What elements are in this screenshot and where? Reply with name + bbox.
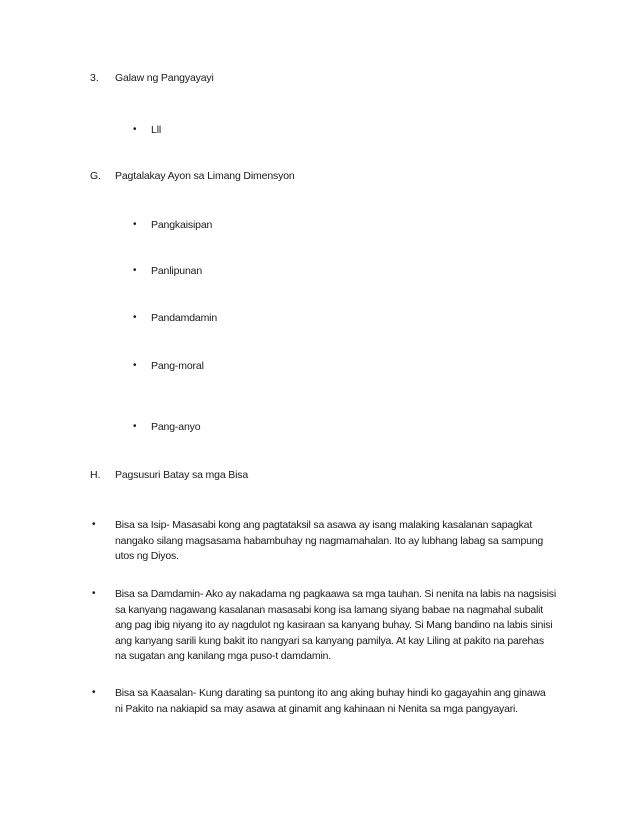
section-3-title: Galaw ng Pangyayayi bbox=[115, 72, 214, 84]
list-item: Lll bbox=[151, 124, 162, 136]
paragraph-line: Bisa sa Damdamin- Ako ay nakadama ng pagkaawa sa mga tauhan. Si nenita na labis na nagsisisi bbox=[115, 588, 556, 600]
paragraph-line: ang pag ibig niyang ito ay nagdulot ng kasiraan sa kanyang buhay. Si Mang bandino na labis sinisi bbox=[115, 619, 553, 632]
bullet-icon: • bbox=[133, 360, 137, 371]
list-item: Panlipunan bbox=[151, 265, 203, 277]
list-item: Pang-moral bbox=[151, 360, 204, 372]
bullet-icon: • bbox=[133, 312, 137, 323]
section-3-marker: 3. bbox=[90, 72, 99, 84]
bullet-icon: • bbox=[92, 519, 96, 530]
bullet-icon: • bbox=[133, 265, 137, 276]
bullet-icon: • bbox=[92, 588, 96, 599]
bisa-sa-damdamin-paragraph bbox=[115, 587, 575, 665]
list-item: Pang-anyo bbox=[151, 421, 201, 433]
section-h-title: Pagsusuri Batay sa mga Bisa bbox=[115, 469, 249, 481]
section-g-title: Pagtalakay Ayon sa Limang Dimensyon bbox=[115, 170, 295, 182]
bullet-icon: • bbox=[133, 124, 137, 135]
bisa-sa-isip-paragraph bbox=[115, 518, 575, 565]
section-g-marker: G. bbox=[90, 170, 102, 182]
paragraph-line: sa kanyang nagawang kasalanan masasabi kong isa lamang siyang babae na nagmahal subalit bbox=[115, 603, 543, 616]
paragraph-line: Bisa sa Isip- Masasabi kong ang pagtataksil sa asawa ay isang malaking kasalanan sapagkat bbox=[115, 519, 533, 531]
bullet-icon: • bbox=[133, 421, 137, 432]
paragraph-line: ang kanyang sarili kung bakit ito nangyari sa kanyang pamilya. At kay Liling at pakito na parehas bbox=[115, 634, 544, 647]
paragraph-line: Bisa sa Kaasalan- Kung darating sa puntong ito ang aking buhay hindi ko gagayahin ang ginawa bbox=[115, 687, 546, 699]
list-item: Pangkaisipan bbox=[151, 219, 213, 231]
section-h-marker: H. bbox=[90, 469, 101, 481]
bullet-icon: • bbox=[92, 687, 96, 698]
paragraph-line: ni Pakito na nakiapid sa may asawa at ginamit ang kahinaan ni Nenita sa mga pangyayari. bbox=[115, 702, 518, 715]
bisa-sa-kaasalan-paragraph bbox=[115, 686, 575, 717]
paragraph-line: utos ng Diyos. bbox=[115, 550, 179, 563]
list-item: Pandamdamin bbox=[151, 312, 218, 324]
paragraph-line: nangako silang magsasama habambuhay ng nagmamahalan. Ito ay lubhang labag sa sampung bbox=[115, 534, 544, 547]
bullet-icon: • bbox=[133, 219, 137, 230]
paragraph-line: na sugatan ang kanilang mga puso-t damdamin. bbox=[115, 650, 331, 663]
